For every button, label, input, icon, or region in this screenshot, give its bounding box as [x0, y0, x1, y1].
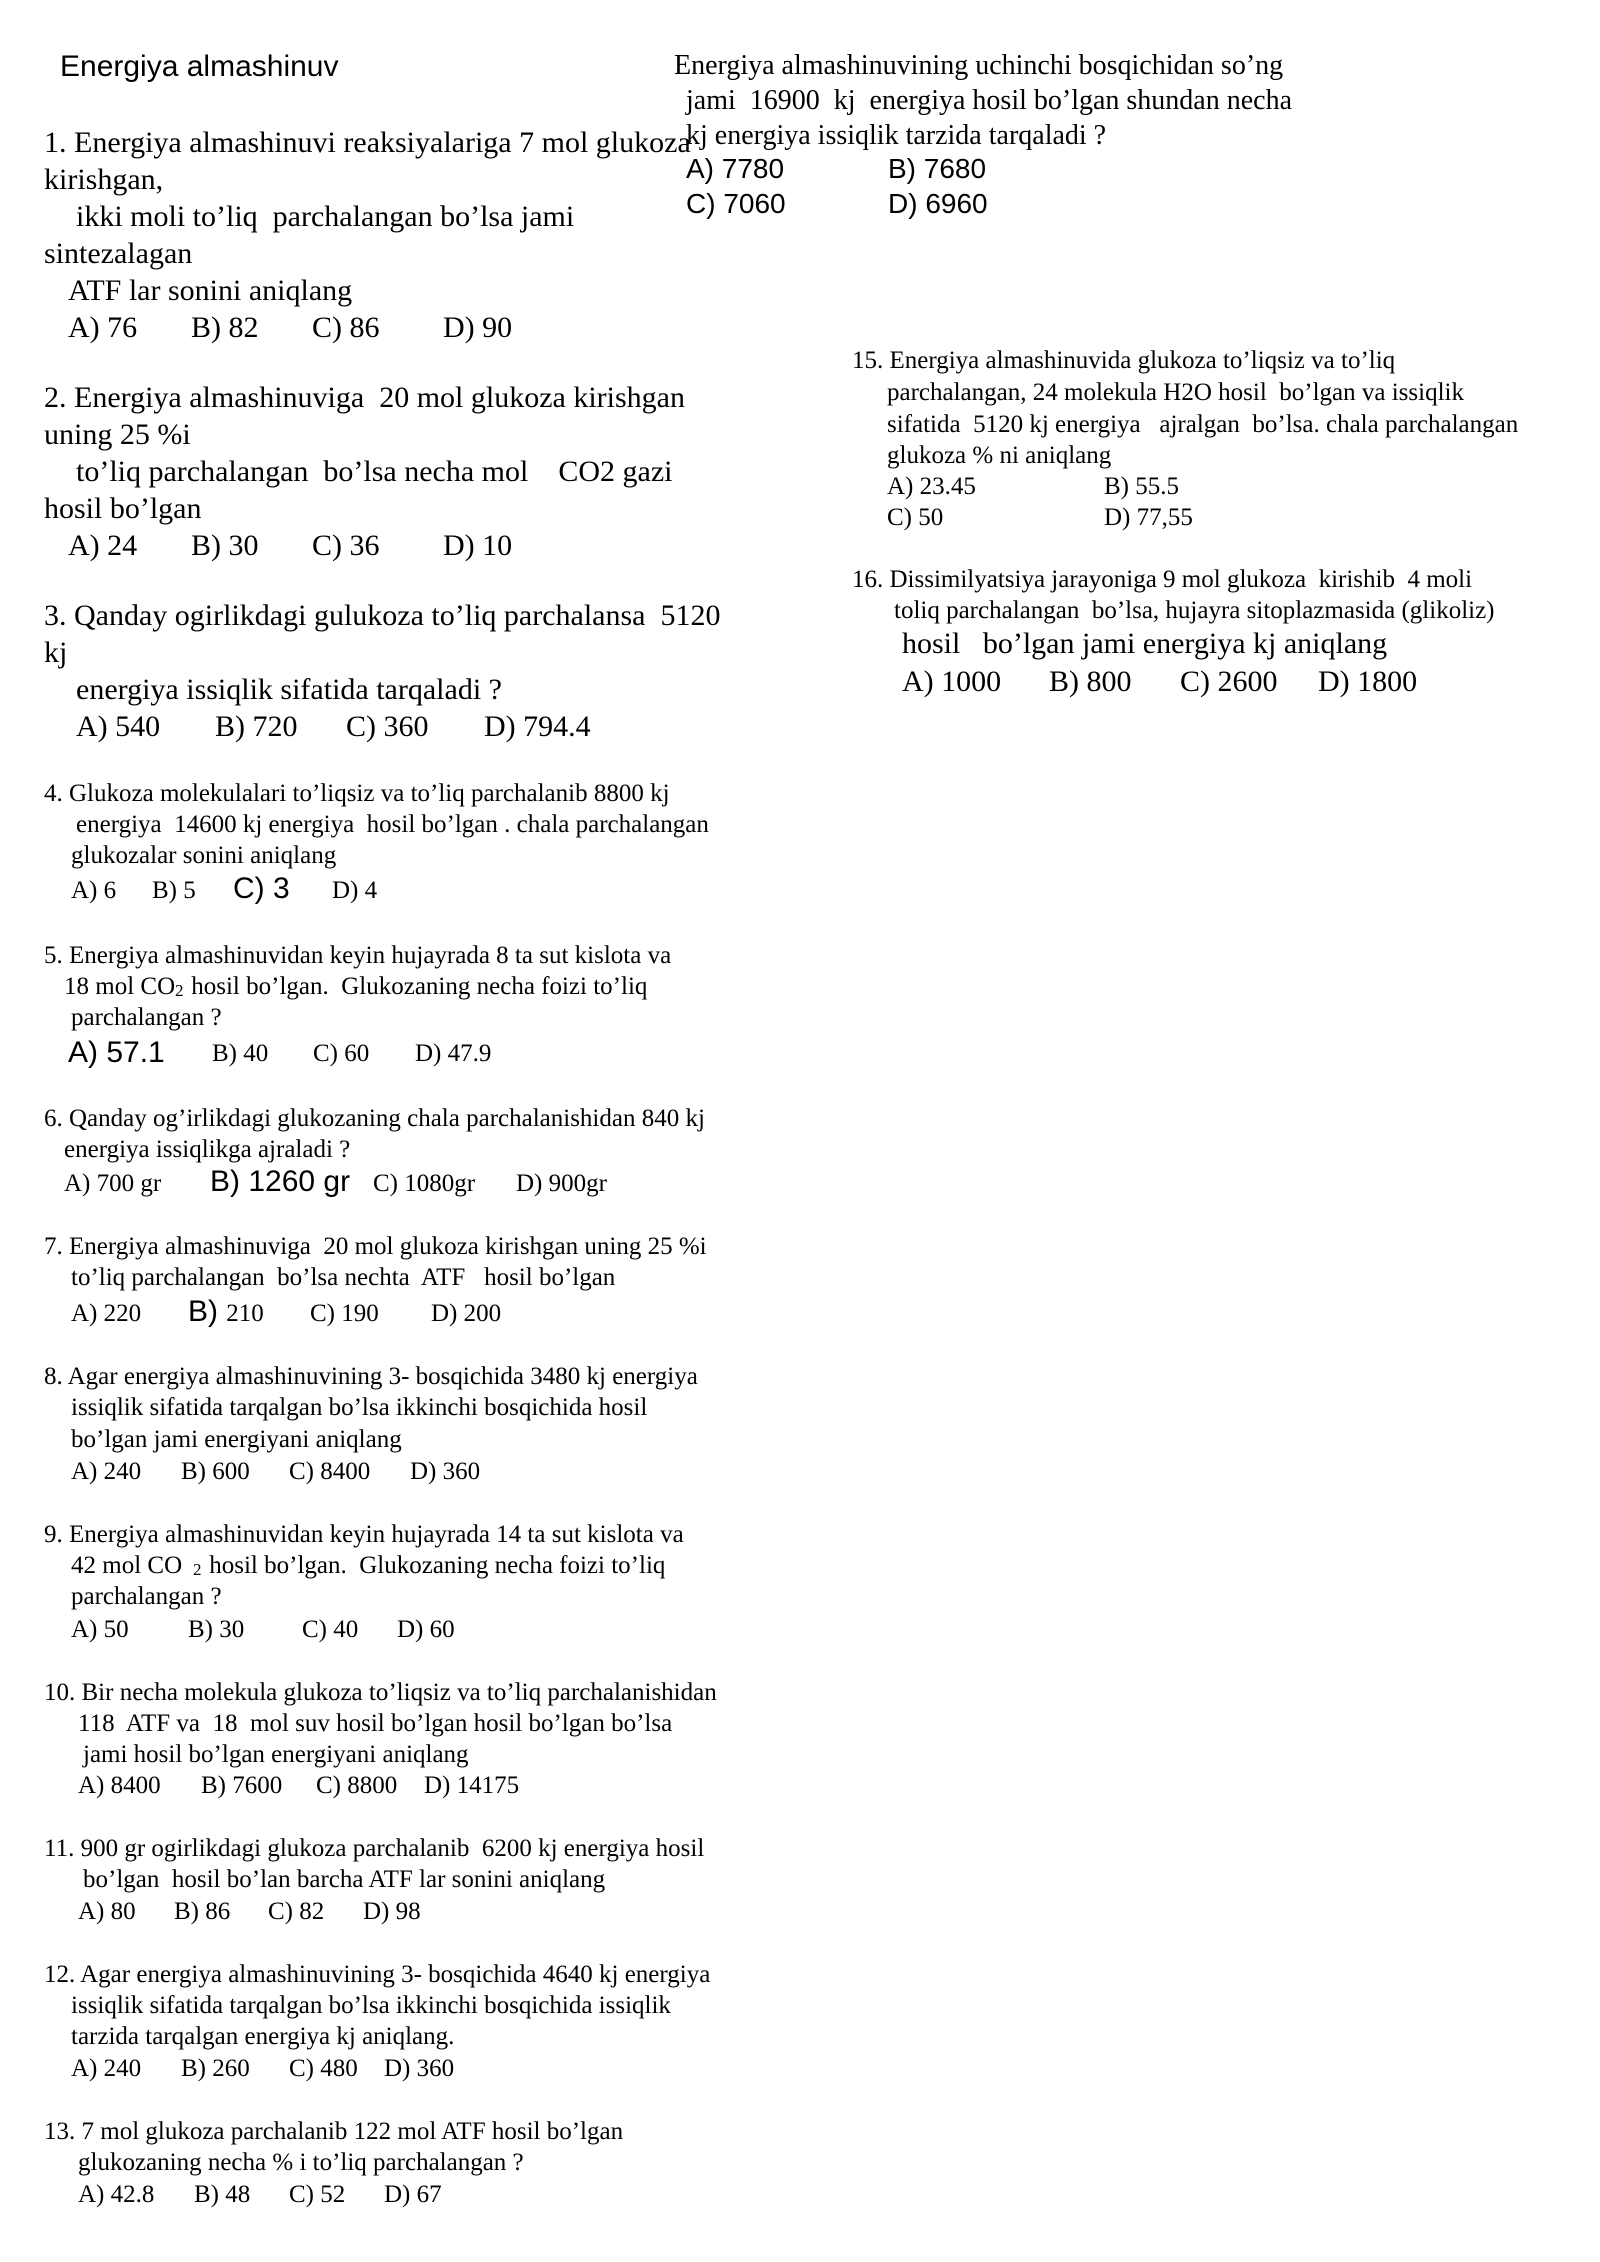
- question-6-line-1: 6. Qanday og’irlikdagi glukozaning chala parchalanishidan 840 kj: [44, 1105, 705, 1132]
- question-15-line-4: glukoza % ni aniqlang: [887, 442, 1112, 469]
- question-5-option-b: B) 40: [212, 1040, 269, 1067]
- question-13-option-b: B) 48: [194, 2181, 251, 2208]
- question-13-line-2: glukozaning necha % i to’liq parchalangan ?: [78, 2149, 524, 2176]
- question-9-line-2-start: 42 mol CO: [71, 1552, 183, 1579]
- question-9-line-1: 9. Energiya almashinuvidan keyin hujayrada 14 ta sut kislota va: [44, 1521, 684, 1548]
- question-9-option-c: C) 40: [302, 1616, 359, 1643]
- question-1-option-a: A) 76: [68, 311, 138, 344]
- question-10-option-d: D) 14175: [424, 1772, 520, 1799]
- question-6-line-2: energiya issiqlikga ajraladi ?: [64, 1136, 351, 1163]
- question-15-option-d: D) 77,55: [1104, 504, 1193, 531]
- question-13-option-a: A) 42.8: [78, 2181, 155, 2208]
- question-5-line-1: 5. Energiya almashinuvidan keyin hujayrada 8 ta sut kislota va: [44, 942, 672, 969]
- question-15-line-3: sifatida 5120 kj energiya ajralgan bo’lsa. chala parchalangan: [887, 411, 1519, 438]
- question-8-option-a: A) 240: [71, 1458, 142, 1485]
- question-16-option-b: B) 800: [1049, 665, 1132, 698]
- question-12-option-a: A) 240: [71, 2055, 142, 2082]
- question-7-line-2: to’liq parchalangan bo’lsa nechta ATF hosil bo’lgan: [71, 1264, 616, 1291]
- question-12-option-d: D) 360: [384, 2055, 455, 2082]
- question-12-option-b: B) 260: [181, 2055, 250, 2082]
- question-5-option-c: C) 60: [313, 1040, 370, 1067]
- question-4-line-1: 4. Glukoza molekulalari to’liqsiz va to’liq parchalanib 8800 kj: [44, 780, 670, 807]
- question-7-option-c: C) 190: [310, 1300, 379, 1327]
- question-2-line-4: hosil bo’lgan: [44, 492, 202, 525]
- question-8-line-2: issiqlik sifatida tarqalgan bo’lsa ikkinchi bosqichida hosil: [71, 1394, 648, 1421]
- question-1-line-5: ATF lar sonini aniqlang: [68, 274, 353, 307]
- question-11-option-a: A) 80: [78, 1898, 136, 1925]
- question-3-line-3: energiya issiqlik sifatida tarqaladi ?: [76, 673, 502, 706]
- question-8-option-b: B) 600: [181, 1458, 250, 1485]
- question-7-option-d: D) 200: [431, 1300, 502, 1327]
- question-9-option-a: A) 50: [71, 1616, 129, 1643]
- question-4-option-a: A) 6: [71, 877, 117, 904]
- question-8-line-1: 8. Agar energiya almashinuvining 3- bosqichida 3480 kj energiya: [44, 1363, 698, 1390]
- question-1-line-2: kirishgan,: [44, 163, 164, 196]
- question-7-option-b-value: 210: [220, 1300, 264, 1327]
- question-14-option-d: D) 6960: [888, 188, 988, 219]
- question-13-option-c: C) 52: [289, 2181, 346, 2208]
- question-5-option-a: A) 57.1: [68, 1036, 165, 1069]
- question-5-line-2-end: hosil bo’lgan. Glukozaning necha foizi to’liq: [185, 973, 648, 1000]
- question-12-line-2: issiqlik sifatida tarqalgan bo’lsa ikkinchi bosqichida issiqlik: [71, 1992, 671, 2019]
- question-15-option-c: C) 50: [887, 504, 944, 531]
- question-14-option-a: A) 7780: [686, 153, 785, 184]
- question-2-option-b: B) 30: [191, 529, 259, 562]
- question-1-option-d: D) 90: [443, 311, 513, 344]
- question-11-line-1: 11. 900 gr ogirlikdagi glukoza parchalanib 6200 kj energiya hosil: [44, 1835, 705, 1862]
- question-9-subscript: 2: [193, 1560, 202, 1579]
- question-6-option-b: B) 1260 gr: [210, 1165, 351, 1198]
- question-2-option-c: C) 36: [312, 529, 380, 562]
- question-3-option-a: A) 540: [76, 710, 161, 743]
- question-1-line-3: ikki moli to’liq parchalangan bo’lsa jami: [76, 200, 575, 233]
- question-9-line-2-end: hosil bo’lgan. Glukozaning necha foizi to’liq: [203, 1552, 666, 1579]
- question-5-line-3: parchalangan ?: [71, 1004, 222, 1031]
- question-2-line-1: 2. Energiya almashinuviga 20 mol glukoza kirishgan: [44, 381, 685, 414]
- question-2-line-2: uning 25 %i: [44, 418, 191, 451]
- question-11-option-b: B) 86: [174, 1898, 231, 1925]
- question-9-option-b: B) 30: [188, 1616, 245, 1643]
- question-14-option-b: B) 7680: [888, 153, 987, 184]
- question-9-option-d: D) 60: [397, 1616, 455, 1643]
- question-15-line-1: 15. Energiya almashinuvida glukoza to’liqsiz va to’liq: [852, 347, 1396, 374]
- question-13-line-1: 13. 7 mol glukoza parchalanib 122 mol ATF hosil bo’lgan: [44, 2118, 624, 2145]
- question-1-option-b: B) 82: [191, 311, 259, 344]
- question-3-line-1: 3. Qanday ogirlikdagi gulukoza to’liq parchalansa 5120: [44, 599, 721, 632]
- question-10-line-1: 10. Bir necha molekula glukoza to’liqsiz va to’liq parchalanishidan: [44, 1679, 717, 1706]
- question-6-option-a: A) 700 gr: [64, 1170, 162, 1197]
- question-14-option-c: C) 7060: [686, 188, 786, 219]
- question-8-line-3: bo’lgan jami energiyani aniqlang: [71, 1426, 402, 1453]
- question-16-line-2: toliq parchalangan bo’lsa, hujayra sitoplazmasida (glikoliz): [894, 597, 1495, 624]
- question-6-option-c: C) 1080gr: [373, 1170, 476, 1197]
- question-14-line-1: Energiya almashinuvining uchinchi bosqichidan so’ng: [674, 50, 1284, 81]
- question-4-line-3: glukozalar sonini aniqlang: [71, 842, 337, 869]
- question-9-line-3: parchalangan ?: [71, 1583, 222, 1610]
- question-10-line-2: 118 ATF va 18 mol suv hosil bo’lgan hosil bo’lgan bo’lsa: [78, 1710, 673, 1737]
- question-16-option-d: D) 1800: [1318, 665, 1418, 698]
- question-8-option-c: C) 8400: [289, 1458, 371, 1485]
- question-7-option-b-letter: B): [188, 1295, 218, 1328]
- question-13-option-d: D) 67: [384, 2181, 442, 2208]
- question-3-line-2: kj: [44, 636, 68, 669]
- question-14-line-2: jami 16900 kj energiya hosil bo’lgan shundan necha: [686, 85, 1293, 116]
- question-5-option-d: D) 47.9: [415, 1040, 492, 1067]
- question-2-option-d: D) 10: [443, 529, 513, 562]
- question-12-option-c: C) 480: [289, 2055, 358, 2082]
- question-11-option-c: C) 82: [268, 1898, 325, 1925]
- question-11-line-2: bo’lgan hosil bo’lan barcha ATF lar sonini aniqlang: [83, 1866, 606, 1893]
- question-7-option-a: A) 220: [71, 1300, 142, 1327]
- question-1-line-4: sintezalagan: [44, 237, 193, 270]
- question-4-option-b: B) 5: [152, 877, 196, 904]
- question-10-line-3: jami hosil bo’lgan energiyani aniqlang: [83, 1741, 469, 1768]
- question-10-option-c: C) 8800: [316, 1772, 398, 1799]
- question-16-line-1: 16. Dissimilyatsiya jarayoniga 9 mol glukoza kirishib 4 moli: [852, 566, 1473, 593]
- question-8-option-d: D) 360: [410, 1458, 481, 1485]
- question-12-line-3: tarzida tarqalgan energiya kj aniqlang.: [71, 2023, 455, 2050]
- question-15-line-2: parchalangan, 24 molekula H2O hosil bo’lgan va issiqlik: [887, 379, 1464, 406]
- question-16-line-3: hosil bo’lgan jami energiya kj aniqlang: [902, 627, 1388, 660]
- question-2-option-a: A) 24: [68, 529, 138, 562]
- question-16-option-c: C) 2600: [1180, 665, 1278, 698]
- question-1-line-1: 1. Energiya almashinuvi reaksiyalariga 7 mol glukoza: [44, 126, 691, 159]
- question-15-option-b: B) 55.5: [1104, 473, 1179, 500]
- question-3-option-d: D) 794.4: [484, 710, 591, 743]
- question-3-option-c: C) 360: [346, 710, 429, 743]
- question-1-option-c: C) 86: [312, 311, 380, 344]
- question-2-line-3: to’liq parchalangan bo’lsa necha mol CO2 gazi: [76, 455, 673, 488]
- question-12-line-1: 12. Agar energiya almashinuvining 3- bosqichida 4640 kj energiya: [44, 1961, 711, 1988]
- question-4-option-d: D) 4: [332, 877, 378, 904]
- page-title: Energiya almashinuv: [60, 50, 339, 83]
- question-4-option-c: C) 3: [233, 872, 290, 905]
- question-6-option-d: D) 900gr: [516, 1170, 607, 1197]
- question-4-line-2: energiya 14600 kj energiya hosil bo’lgan . chala parchalangan: [76, 811, 709, 838]
- question-10-option-b: B) 7600: [201, 1772, 283, 1799]
- question-10-option-a: A) 8400: [78, 1772, 161, 1799]
- question-16-option-a: A) 1000: [902, 665, 1002, 698]
- question-7-line-1: 7. Energiya almashinuviga 20 mol glukoza kirishgan uning 25 %i: [44, 1233, 707, 1260]
- question-5-line-2-start: 18 mol CO: [64, 973, 176, 1000]
- question-5-subscript: 2: [175, 981, 184, 1000]
- question-3-option-b: B) 720: [215, 710, 298, 743]
- question-11-option-d: D) 98: [363, 1898, 421, 1925]
- question-15-option-a: A) 23.45: [887, 473, 976, 500]
- question-14-line-3: kj energiya issiqlik tarzida tarqaladi ?: [686, 120, 1107, 151]
